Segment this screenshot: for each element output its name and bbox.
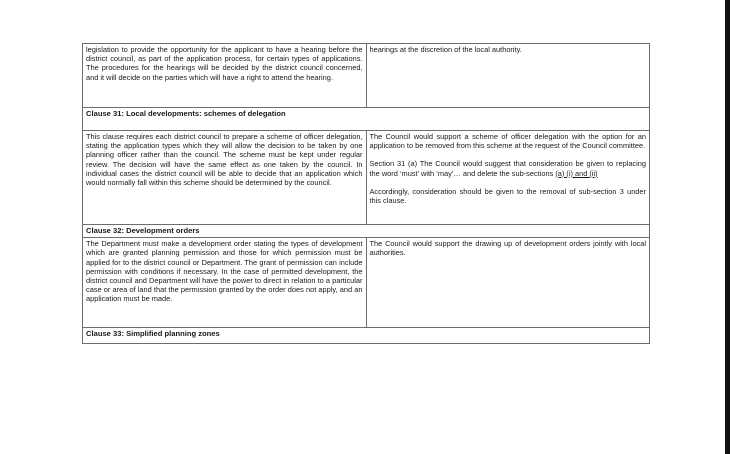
council-response-text: The Council would support the drawing up of development orders jointly with local authorities. [369, 239, 646, 258]
underlined-subsection-ref: (a) (i) and (ii) [555, 168, 598, 178]
table-row [83, 328, 650, 344]
table-row [83, 131, 650, 225]
clause-description-text: The Department must make a development order stating the types of development which are granted planning permission and those for which permission must be applied for to the district council or Department. The grant of permission can include permission with conditions if necessary. In the case of permitted development, the district council and Department will have the power to direct in relation to a particular case or area of land that the permission granted by the order does not apply, and an application must be made. [86, 239, 363, 304]
council-response-cell [366, 131, 650, 225]
page-edge-border [725, 0, 730, 454]
table-row [83, 238, 650, 328]
council-response-text [370, 159, 647, 177]
clause-heading: Clause 32: Development orders [83, 225, 650, 238]
clause-description-cell [83, 131, 367, 225]
council-response-cell [366, 238, 650, 328]
table-row [83, 44, 650, 108]
clause-description-cell [83, 238, 367, 328]
council-response-cell [366, 44, 650, 108]
clauses-table [82, 43, 650, 344]
response-text-span: Section 31 (a) The Council would suggest that consideration be given to replacing the word ‘must’ with ‘may’… and delete the sub-sections [369, 159, 646, 178]
council-response-text: Accordingly, consideration should be given to the removal of sub-section 3 under this clause. [369, 186, 646, 206]
clause-heading: Clause 31: Local developments: schemes of delegation [83, 108, 650, 131]
clause-description-cell [83, 44, 367, 108]
council-response-text: hearings at the discretion of the local authority. [369, 45, 522, 54]
clause-description-text: legislation to provide the opportunity for the applicant to have a hearing before the district council, as part of the application process, for certain types of applications. The procedures for the hearings will be decided by the district council concerned, and it will decide on the parties which will have a right to attend the hearing. [86, 45, 363, 82]
clause-heading: Clause 33: Simplified planning zones [83, 328, 650, 344]
council-response-text: The Council would support a scheme of officer delegation with the option for an application to be removed from this scheme at the request of the Council committee. [369, 132, 646, 151]
table-row [83, 225, 650, 238]
table-row [83, 108, 650, 131]
clause-description-text: This clause requires each district council to prepare a scheme of officer delegation, stating the application types which they will allow the decision to be taken by one planning officer rather than the council. The scheme must be kept under regular review. The decision will have the same effect as one taken by the council. In individual cases the district council will be able to decide that an application which would normally fall within this scheme should be determined by the council. [86, 132, 363, 188]
